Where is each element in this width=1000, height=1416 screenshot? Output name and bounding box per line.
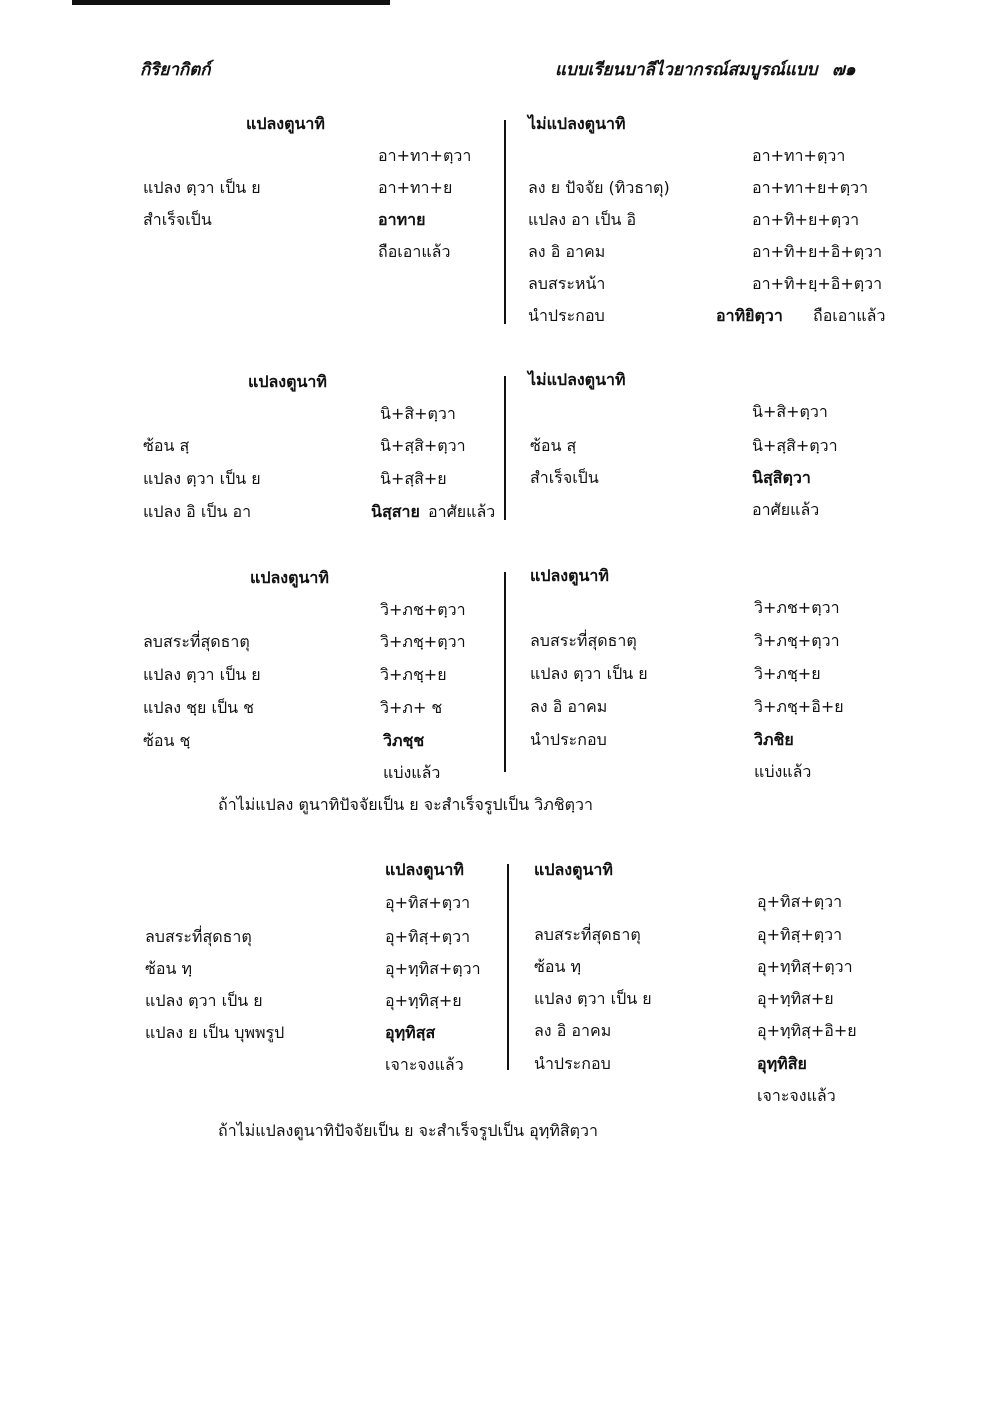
result-form: วิภชิย — [754, 730, 794, 749]
heading-left: แปลงตูนาทิ — [250, 568, 329, 587]
step-label: ซ้อน ทฺ — [145, 959, 193, 978]
column-divider — [504, 376, 506, 520]
step-label: ลง อิ อาคม — [528, 242, 606, 261]
step-label: ลบสระที่สุดธาตุ — [530, 631, 637, 650]
meaning: แบ่งแล้ว — [754, 762, 812, 781]
step-label: ลบสระที่สุดธาตุ — [145, 927, 252, 946]
column-divider — [504, 572, 506, 772]
footnote: ถ้าไม่แปลง ตูนาทิปัจจัยเป็น ย จะสำเร็จรูปเป็น วิภชิตฺวา — [218, 795, 593, 814]
form-line: วิ+ภชฺ+ย — [380, 665, 447, 684]
result-form: นิสฺสิตฺวา — [752, 468, 811, 487]
step-label: แปลง ตฺวา เป็น ย — [145, 991, 263, 1010]
heading-right: ไม่แปลงตูนาทิ — [528, 114, 626, 133]
form-line: อา+ทิ+ย+ตฺวา — [752, 210, 860, 229]
running-head-left: กิริยากิตก์ — [140, 60, 211, 80]
step-label: ซ้อน ทฺ — [534, 957, 582, 976]
footnote: ถ้าไม่แปลงตูนาทิปัจจัยเป็น ย จะสำเร็จรูปเป็น อุทฺทิสิตฺวา — [218, 1121, 598, 1140]
form-line: อุ+ทฺทิสฺ+อิ+ย — [757, 1021, 857, 1040]
form-line: อุ+ทิสฺ+ตฺวา — [385, 927, 471, 946]
form-line: วิ+ภชฺ+ตฺวา — [754, 631, 840, 650]
form-line: นิ+สฺสิ+ตฺวา — [380, 436, 466, 455]
result-form: อุทฺทิสฺส — [385, 1023, 436, 1042]
step-label: ลบสระที่สุดธาตุ — [143, 632, 250, 651]
heading-right: แปลงตูนาทิ — [534, 860, 613, 879]
form-line: นิ+สิ+ตฺวา — [752, 402, 828, 421]
step-label: ซ้อน ชฺ — [143, 731, 191, 750]
result-form: นิสฺสาย — [371, 502, 420, 521]
step-label: แปลง อา เป็น อิ — [528, 210, 637, 229]
heading-right: แปลงตูนาทิ — [530, 566, 609, 585]
column-divider — [504, 120, 506, 324]
top-rule — [72, 0, 390, 5]
column-divider — [507, 864, 509, 1070]
meaning: ถือเอาแล้ว — [813, 306, 886, 325]
form-line: อา+ทา+ตฺวา — [378, 146, 472, 165]
meaning: อาศัยแล้ว — [752, 500, 820, 519]
form-line: วิ+ภช+ตฺวา — [754, 598, 840, 617]
form-line: อา+ทิ+ย+อิ+ตฺวา — [752, 242, 883, 261]
meaning: แบ่งแล้ว — [383, 763, 441, 782]
meaning: เจาะจงแล้ว — [757, 1086, 836, 1105]
form-line: นิ+สิ+ตฺวา — [380, 404, 456, 423]
page-number: ๗๑ — [832, 60, 856, 80]
form-line: อุ+ทฺทิส+ย — [757, 989, 834, 1008]
form-line: อุ+ทฺทิสฺ+ตฺวา — [757, 957, 853, 976]
step-label: ลง อิ อาคม — [534, 1021, 612, 1040]
step-label: แปลง ตฺวา เป็น ย — [530, 664, 648, 683]
form-line: อุ+ทิสฺ+ตฺวา — [757, 925, 843, 944]
form-line: วิ+ภช+ตฺวา — [380, 600, 466, 619]
form-line: อุ+ทิส+ตฺวา — [385, 893, 471, 912]
form-line: นิ+สฺสิ+ย — [380, 469, 447, 488]
step-label: แปลง ตฺวา เป็น ย — [143, 178, 261, 197]
heading-left: แปลงตูนาทิ — [246, 114, 325, 133]
form-line: วิ+ภชฺ+ตฺวา — [380, 632, 466, 651]
heading-left: แปลงตูนาทิ — [248, 372, 327, 391]
step-label: นำประกอบ — [534, 1054, 611, 1073]
result-form: วิภชฺช — [383, 731, 425, 750]
step-label: นำประกอบ — [528, 306, 605, 325]
meaning: เจาะจงแล้ว — [385, 1055, 464, 1074]
step-label: แปลง ย เป็น บุพพรูป — [145, 1023, 285, 1042]
step-label: ลบสระหน้า — [528, 274, 606, 293]
step-label: ซ้อน สฺ — [143, 436, 190, 455]
form-line: อุ+ทฺทิสฺ+ย — [385, 991, 462, 1010]
form-line: อุ+ทฺทิส+ตฺวา — [385, 959, 481, 978]
form-line: นิ+สฺสิ+ตฺวา — [752, 436, 838, 455]
form-line: อา+ทา+ย — [378, 178, 453, 197]
form-line: อุ+ทิส+ตฺวา — [757, 892, 843, 911]
meaning: ถือเอาแล้ว — [378, 242, 451, 261]
result-form: อุทฺทิสิย — [757, 1054, 807, 1073]
heading-right: ไม่แปลงตูนาทิ — [528, 370, 626, 389]
step-label: แปลง ตฺวา เป็น ย — [143, 665, 261, 684]
step-label: แปลง อิ เป็น อา — [143, 502, 252, 521]
meaning: อาศัยแล้ว — [428, 502, 496, 521]
result-form: อาทาย — [378, 210, 426, 229]
step-label: แปลง ตฺวา เป็น ย — [143, 469, 261, 488]
step-label: ลง อิ อาคม — [530, 697, 608, 716]
running-head-right: แบบเรียนบาลีไวยากรณ์สมบูรณ์แบบ — [555, 60, 818, 80]
step-label: แปลง ตฺวา เป็น ย — [534, 989, 652, 1008]
step-label: ลง ย ปัจจัย (ทิวธาตุ) — [528, 178, 670, 197]
step-label: แปลง ชฺย เป็น ช — [143, 698, 254, 717]
form-line: อา+ทา+ย+ตฺวา — [752, 178, 869, 197]
form-line: อา+ทา+ตฺวา — [752, 146, 846, 165]
form-line: วิ+ภ+ ช — [380, 698, 443, 717]
step-label: ซ้อน สฺ — [530, 436, 577, 455]
step-label: นำประกอบ — [530, 730, 607, 749]
form-line: วิ+ภชฺ+ย — [754, 664, 821, 683]
form-line: วิ+ภชฺ+อิ+ย — [754, 697, 844, 716]
step-label: สำเร็จเป็น — [143, 210, 212, 229]
step-label: สำเร็จเป็น — [530, 468, 599, 487]
form-line: อา+ทิ+ยฺ+อิ+ตฺวา — [752, 274, 883, 293]
heading-left: แปลงตูนาทิ — [385, 860, 464, 879]
step-label: ลบสระที่สุดธาตุ — [534, 925, 641, 944]
result-form: อาทิยิตฺวา — [716, 306, 783, 325]
